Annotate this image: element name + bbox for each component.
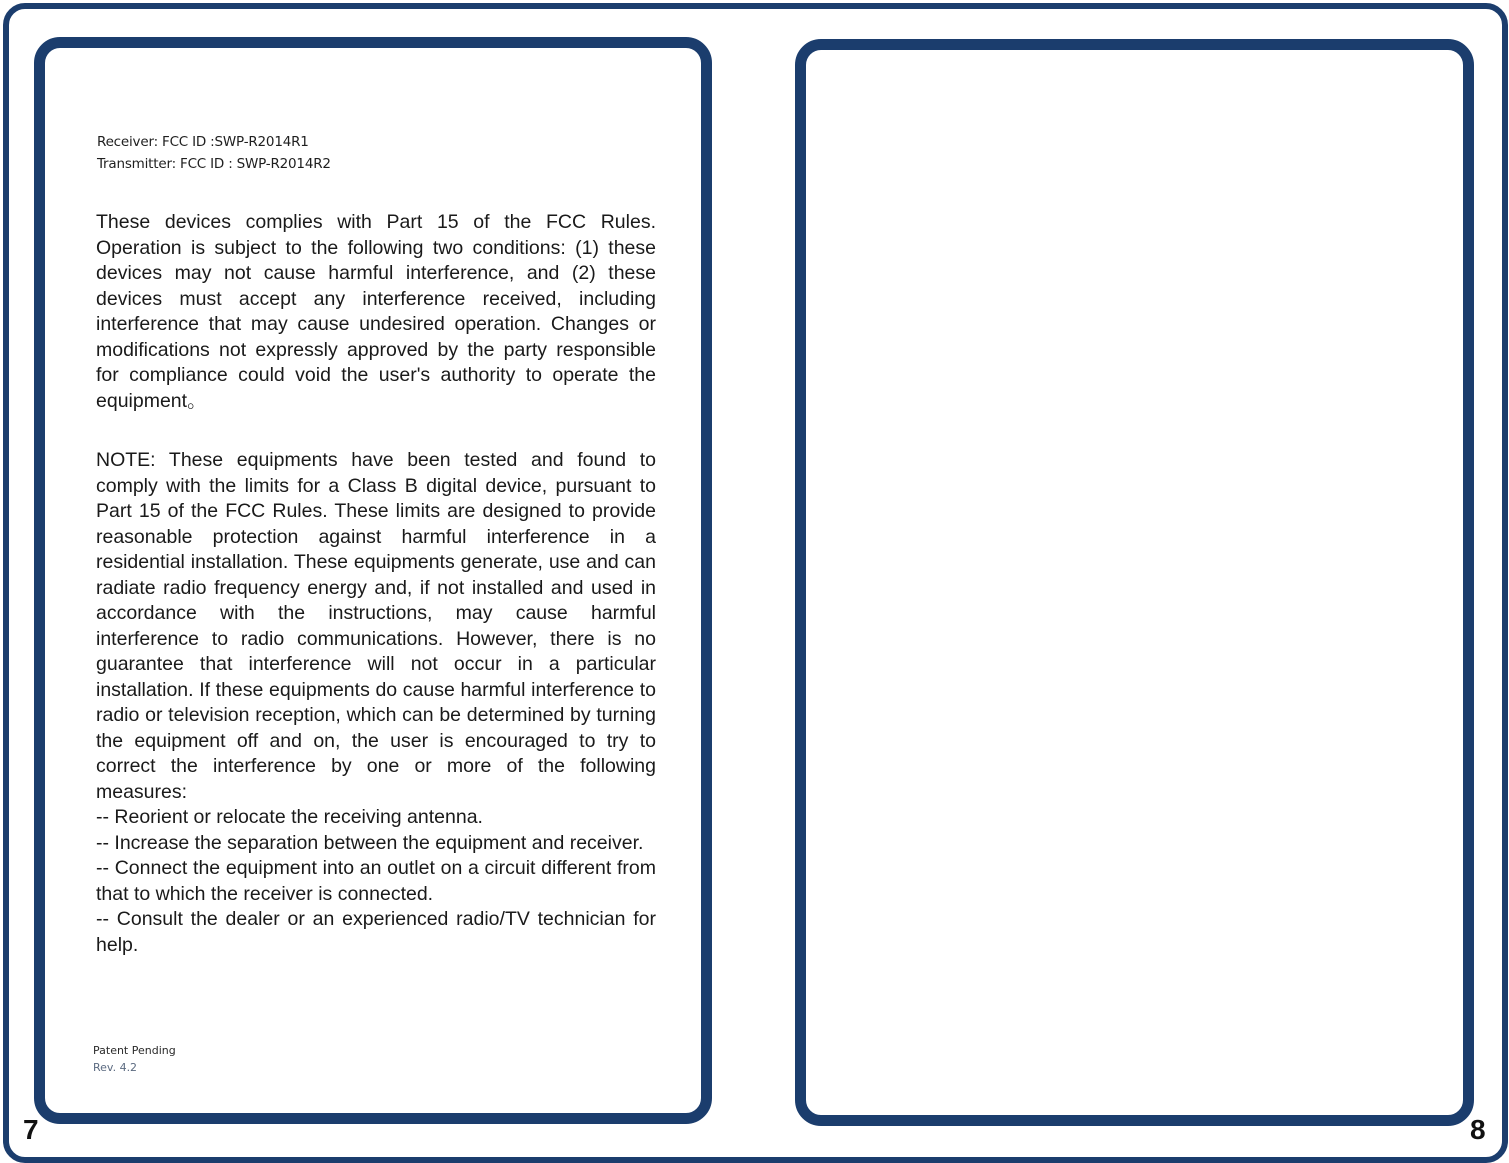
measure-item: -- Connect the equipment into an outlet on a circuit different from that to which the receiver is connected. [96,857,656,905]
fcc-id-block [97,131,331,175]
page-number-left: 7 [23,1114,39,1145]
page-number-right: 8 [1470,1114,1486,1145]
note-paragraph: NOTE: These equipments have been tested and found to comply with the limits for a Class B digital device, pursuant to Part 15 of the FCC Rules. These limits are designed to provide reasonable protection against harmful interference in a residential installation. These equipments generate, use and can radiate radio frequency energy and, if not installed and used in accordance with the instructions, may cause harmful interference to radio communications. However, there is no guarantee that interference will not occur in a particular installation. If these equipments do cause harmful interference to radio or television reception, which can be determined by turning the equipment off and on, the user is encouraged to try to correct the interference by one or more of the following measures: [96,449,656,803]
measure-item: -- Reorient or relocate the receiving antenna. [96,806,483,828]
measure-item: -- Increase the separation between the equipment and receiver. [96,831,644,854]
transmitter-fcc-id: Transmitter: FCC ID : SWP-R2014R2 [97,156,331,172]
footer-block [93,1042,176,1076]
measures-list [96,805,656,958]
revision-label: Rev. 4.2 [93,1061,138,1074]
measure-item: -- Consult the dealer or an experienced radio/TV technician for help. [96,908,656,956]
right-page-panel [795,39,1474,1126]
patent-pending-label: Patent Pending [93,1044,176,1057]
receiver-fcc-id: Receiver: FCC ID :SWP-R2014R1 [97,134,309,150]
compliance-paragraph: These devices complies with Part 15 of the FCC Rules. Operation is subject to the following two conditions: (1) these devices may not cause harmful interference, and (2) these devices must accept any interference received, including interference that may cause undesired operation. Changes or modifications not expressly approved by the party responsible for compliance could void the user's authority to operate the equipment。 [96,211,656,412]
